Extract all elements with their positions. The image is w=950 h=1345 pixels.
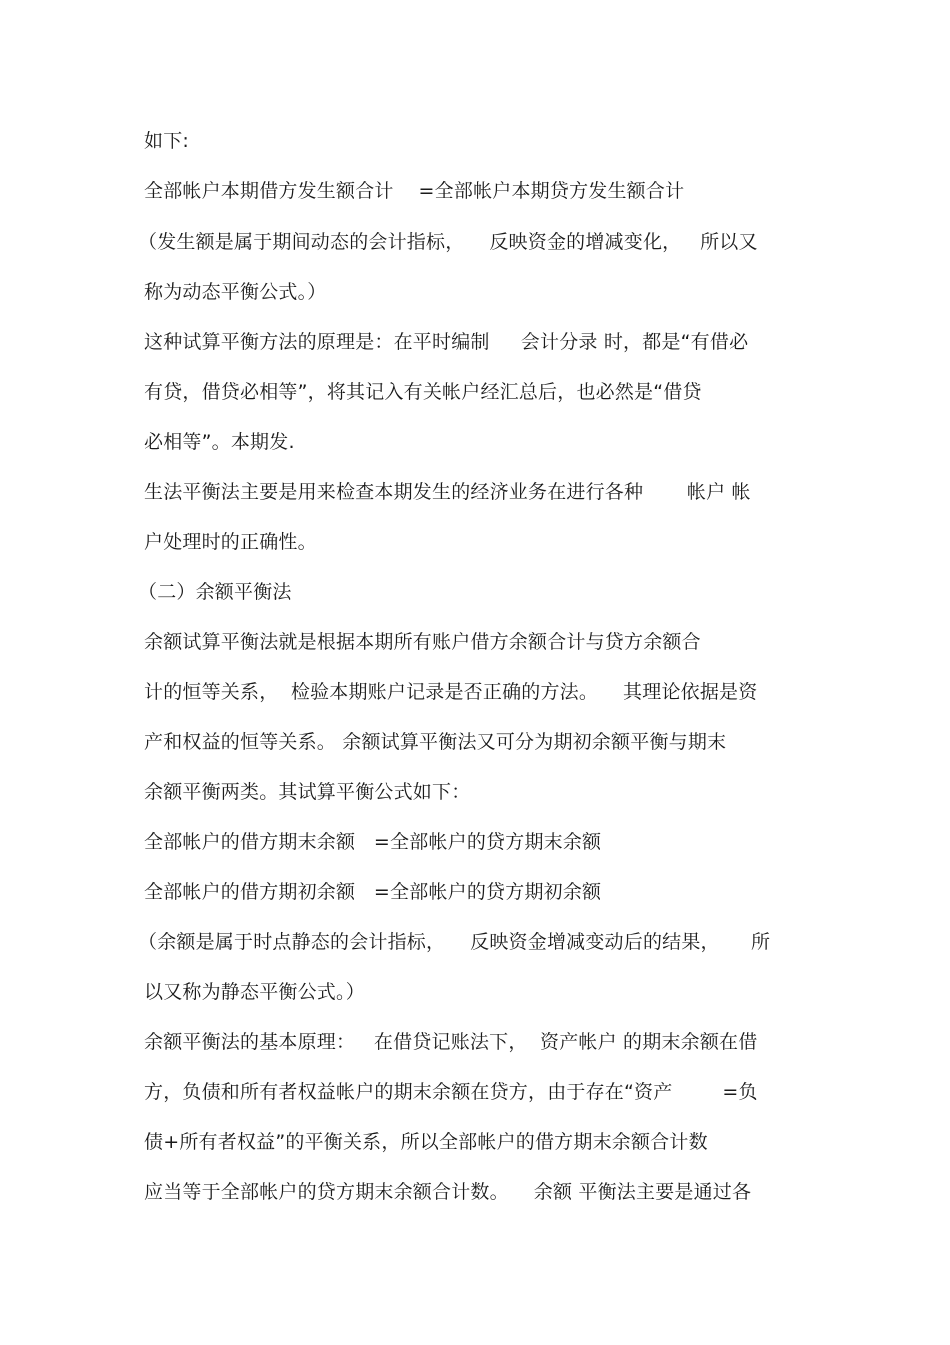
text-line: 称为动态平衡公式。） [144,281,327,303]
formula-line: 全部帐户的借方期末余额 =全部帐户的贷方期末余额 [144,831,602,853]
text-line: 余额平衡两类。其试算平衡公式如下： [144,781,471,803]
text-line: （发生额是属于期间动态的会计指标， 反映资金的增减变化， 所以又 [138,231,758,253]
text-line: 有贷，借贷必相等”，将其记入有关帐户经汇总后，也必然是“借贷 [144,381,702,403]
text-line: 如下: [144,130,190,152]
text-line: 产和权益的恒等关系。 余额试算平衡法又可分为期初余额平衡与期末 [144,731,727,753]
text-line: 债+所有者权益”的平衡关系，所以全部帐户的借方期末余额合计数 [144,1131,708,1153]
text-line: 余额平衡法的基本原理： 在借贷记账法下， 资产帐户 的期末余额在借 [144,1031,758,1053]
text-line: 户处理时的正确性。 [144,531,317,553]
text-line: 以又称为静态平衡公式。） [144,981,365,1003]
formula-line: 全部帐户的借方期初余额 =全部帐户的贷方期初余额 [144,881,602,903]
text-line: 必相等”。本期发. [144,431,295,453]
text-line: 余额试算平衡法就是根据本期所有账户借方余额合计与贷方余额合 [144,631,701,653]
text-line: 生法平衡法主要是用来检查本期发生的经济业务在进行各种 帐户 帐 [144,481,751,503]
text-line: 应当等于全部帐户的贷方期末余额合计数。 余额 平衡法主要是通过各 [144,1181,752,1203]
text-line: （余额是属于时点静态的会计指标， 反映资金增减变动后的结果， 所 [138,931,771,953]
section-heading: （二）余额平衡法 [138,581,292,603]
text-line: 计的恒等关系， 检验本期账户记录是否正确的方法。 其理论依据是资 [144,681,758,703]
text-line: 这种试算平衡方法的原理是：在平时编制 会计分录 时，都是“有借必 [144,331,749,353]
text-line: 方，负债和所有者权益帐户的期末余额在贷方，由于存在“资产 =负 [144,1081,758,1103]
text-line: 全部帐户本期借方发生额合计 =全部帐户本期贷方发生额合计 [144,180,685,202]
